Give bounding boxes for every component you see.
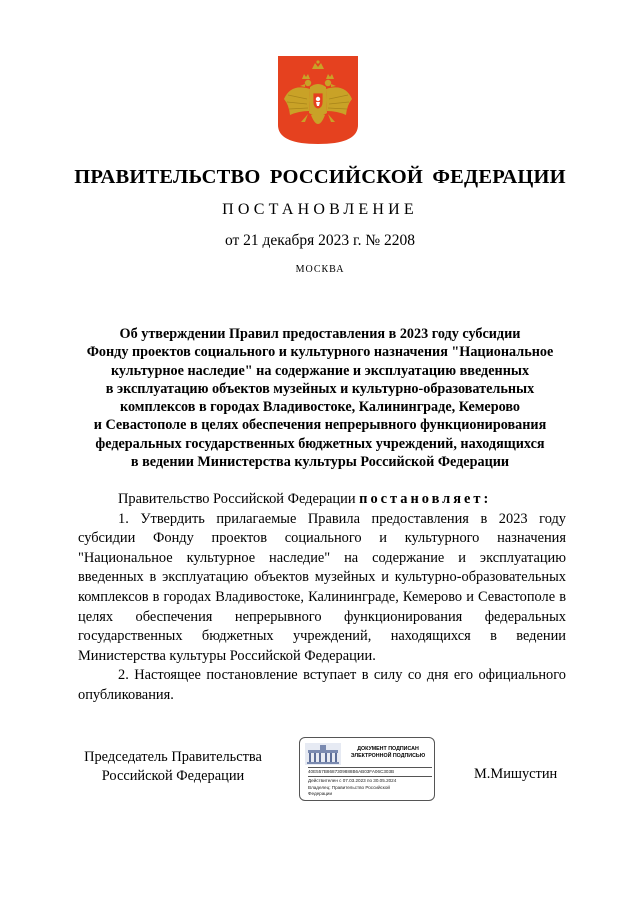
stamp-title xyxy=(344,746,432,760)
document-type: ПОСТАНОВЛЕНИЕ xyxy=(222,201,418,218)
stamp-divider xyxy=(308,776,432,777)
subject-line: культурное наследие" на содержание и эксплуатацию введенных xyxy=(110,362,530,379)
intro-text: Правительство Российской Федерации xyxy=(118,491,356,507)
certificate-owner-line: Владелец: Правительство Российской xyxy=(308,785,390,790)
subject-line: в ведении Министерства культуры Российской Федерации xyxy=(130,454,510,471)
government-building-icon xyxy=(305,743,341,765)
item-2-paragraph: 2. Настоящее постановление вступает в силу со дня его официального опубликования. xyxy=(78,667,566,703)
signer-position-line: Российской Федерации xyxy=(101,768,245,784)
certificate-owner xyxy=(308,785,390,797)
document-date-number: от 21 декабря 2023 г. № 2208 xyxy=(224,232,416,249)
signer-position-line: Председатель Правительства xyxy=(84,749,262,765)
subject-line: и Севастополе в целях обеспечения непрерывного функционирования xyxy=(93,417,547,434)
certificate-owner-line: Федерации xyxy=(308,791,333,796)
electronic-signature-stamp xyxy=(299,737,435,801)
subject-line: комплексов в городах Владивостоке, Калининграде, Кемерово xyxy=(119,399,521,416)
certificate-serial: 40E557B8687309888B6AB03FA06C303B xyxy=(308,769,395,774)
stamp-divider xyxy=(308,767,432,768)
stamp-title-line: ЭЛЕКТРОННОЙ ПОДПИСЬЮ xyxy=(350,753,426,760)
certificate-validity: Действителен с 07.03.2023 по 30.05.2024 xyxy=(308,778,397,783)
stamp-title-line: ДОКУМЕНТ ПОДПИСАН xyxy=(357,746,419,752)
government-title: ПРАВИТЕЛЬСТВО РОССИЙСКОЙ ФЕДЕРАЦИИ xyxy=(74,166,566,188)
subject-line: федеральных государственных бюджетных учреждений, находящихся xyxy=(95,435,545,452)
subject-line: Об утверждении Правил предоставления в 2023 году субсидии xyxy=(119,326,521,342)
subject-line: Фонду проектов социального и культурного назначения "Национальное xyxy=(86,344,554,361)
document-subject xyxy=(70,325,570,471)
document-body xyxy=(78,490,566,706)
intro-paragraph xyxy=(78,490,566,510)
signer-position xyxy=(78,748,268,786)
decree-word: постановляет: xyxy=(359,491,492,507)
document-city: МОСКВА xyxy=(295,264,345,275)
subject-line: в эксплуатацию объектов музейных и культурно-образовательных xyxy=(105,380,535,397)
coat-of-arms-emblem xyxy=(277,55,359,145)
item-1-paragraph: 1. Утвердить прилагаемые Правила предоставления в 2023 году субсидии Фонду проектов социального и культурного назначения "Национальное культурное наследие" на содержание и эксплуатацию введенных в эксплуатацию объектов музейных и культурно-образовательных комплексов в городах Владивостоке, Калининграде, Кемерово и Севастополе в целях обеспечения непрерывного функционирования федеральных государственных бюджетных учреждений, находящихся в ведении Министерства культуры Российской Федерации. xyxy=(78,510,566,664)
signer-name: М.Мишустин xyxy=(474,766,558,782)
